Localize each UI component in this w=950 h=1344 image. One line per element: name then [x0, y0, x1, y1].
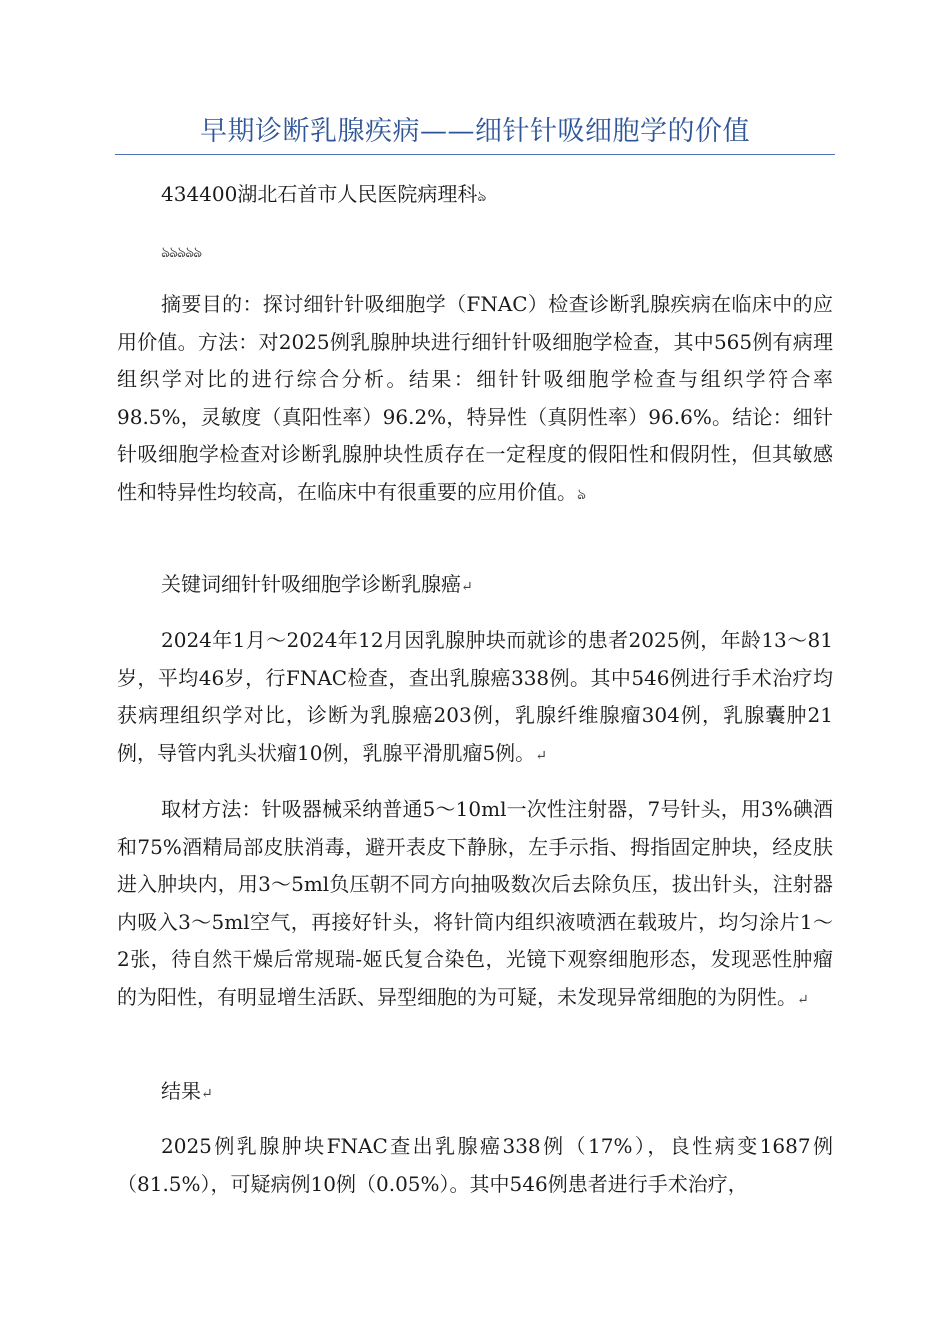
ornament-icon: ঌ: [477, 187, 486, 205]
document-title: 早期诊断乳腺疾病——细针针吸细胞学的价值: [200, 116, 750, 147]
method-text: 取材方法：针吸器械采纳普通5～10ml一次性注射器，7号针头，用3%碘酒和75%酒精局部皮肤消毒，避开表皮下静脉，左手示指、拇指固定肿块，经皮肤进入肿块内，用3～5ml负压朝不同方向抽吸数次后去除负压，拔出针头，注射器内吸入3～5ml空气，再接好针头，将针筒内组织液喷洒在载玻片，均匀涂片1～2张，待自然干燥后常规瑞-姬氏复合染色，光镜下观察细胞形态，发现恶性肿瘤的为阳性，有明显增生活跃、异型细胞的为可疑，未发现异常细胞的为阴性。: [117, 797, 833, 1009]
keywords-text: 关键词细针针吸细胞学诊断乳腺癌: [161, 572, 461, 596]
ornament-row-icon: ঌঌঌঌঌ: [161, 243, 202, 261]
title-underline: [115, 154, 835, 155]
paragraph-mark-icon: ↵: [535, 747, 547, 764]
results-text: 2025例乳腺肿块FNAC查出乳腺癌338例（17%），良性病变1687例（81.5%），可疑病例10例（0.05%）。其中546例患者进行手术治疗，: [117, 1134, 833, 1196]
paragraph-mark-icon: ↵: [461, 579, 473, 595]
ornament-row: [117, 232, 833, 272]
method-paragraph: [117, 791, 833, 1019]
cases-paragraph: [117, 622, 833, 775]
results-heading-text: 结果: [161, 1079, 201, 1103]
keywords-paragraph: [117, 566, 833, 607]
results-paragraph: [117, 1128, 833, 1203]
abstract-paragraph: [117, 286, 833, 513]
results-heading: [117, 1073, 833, 1114]
abstract-text: 摘要目的：探讨细针针吸细胞学（FNAC）检查诊断乳腺疾病在临床中的应用价值。方法：对2025例乳腺肿块进行细针针吸细胞学检查，其中565例有病理组织学对比的进行综合分析。结果：细针针吸细胞学检查与组织学符合率98.5%，灵敏度（真阳性率）96.2%，特异性（真阴性率）96.6%。结论：细针针吸细胞学检查对诊断乳腺肿块性质存在一定程度的假阳性和假阴性，但其敏感性和特异性均较高，在临床中有很重要的应用价值。: [117, 292, 833, 504]
paragraph-mark-icon: ↵: [201, 1086, 213, 1102]
paragraph-mark-icon: ↵: [797, 991, 809, 1008]
affiliation-line: [117, 176, 833, 216]
ornament-icon: ঌ: [577, 484, 586, 503]
cases-text: 2024年1月～2024年12月因乳腺肿块而就诊的患者2025例，年龄13～81岁，平均46岁，行FNAC检查，查出乳腺癌338例。其中546例进行手术治疗均获病理组织学对比，诊断为乳腺癌203例，乳腺纤维腺瘤304例，乳腺囊肿21例，导管内乳头状瘤10例，乳腺平滑肌瘤5例。: [117, 628, 833, 765]
affiliation-text: 434400湖北石首市人民医院病理科: [161, 182, 478, 206]
